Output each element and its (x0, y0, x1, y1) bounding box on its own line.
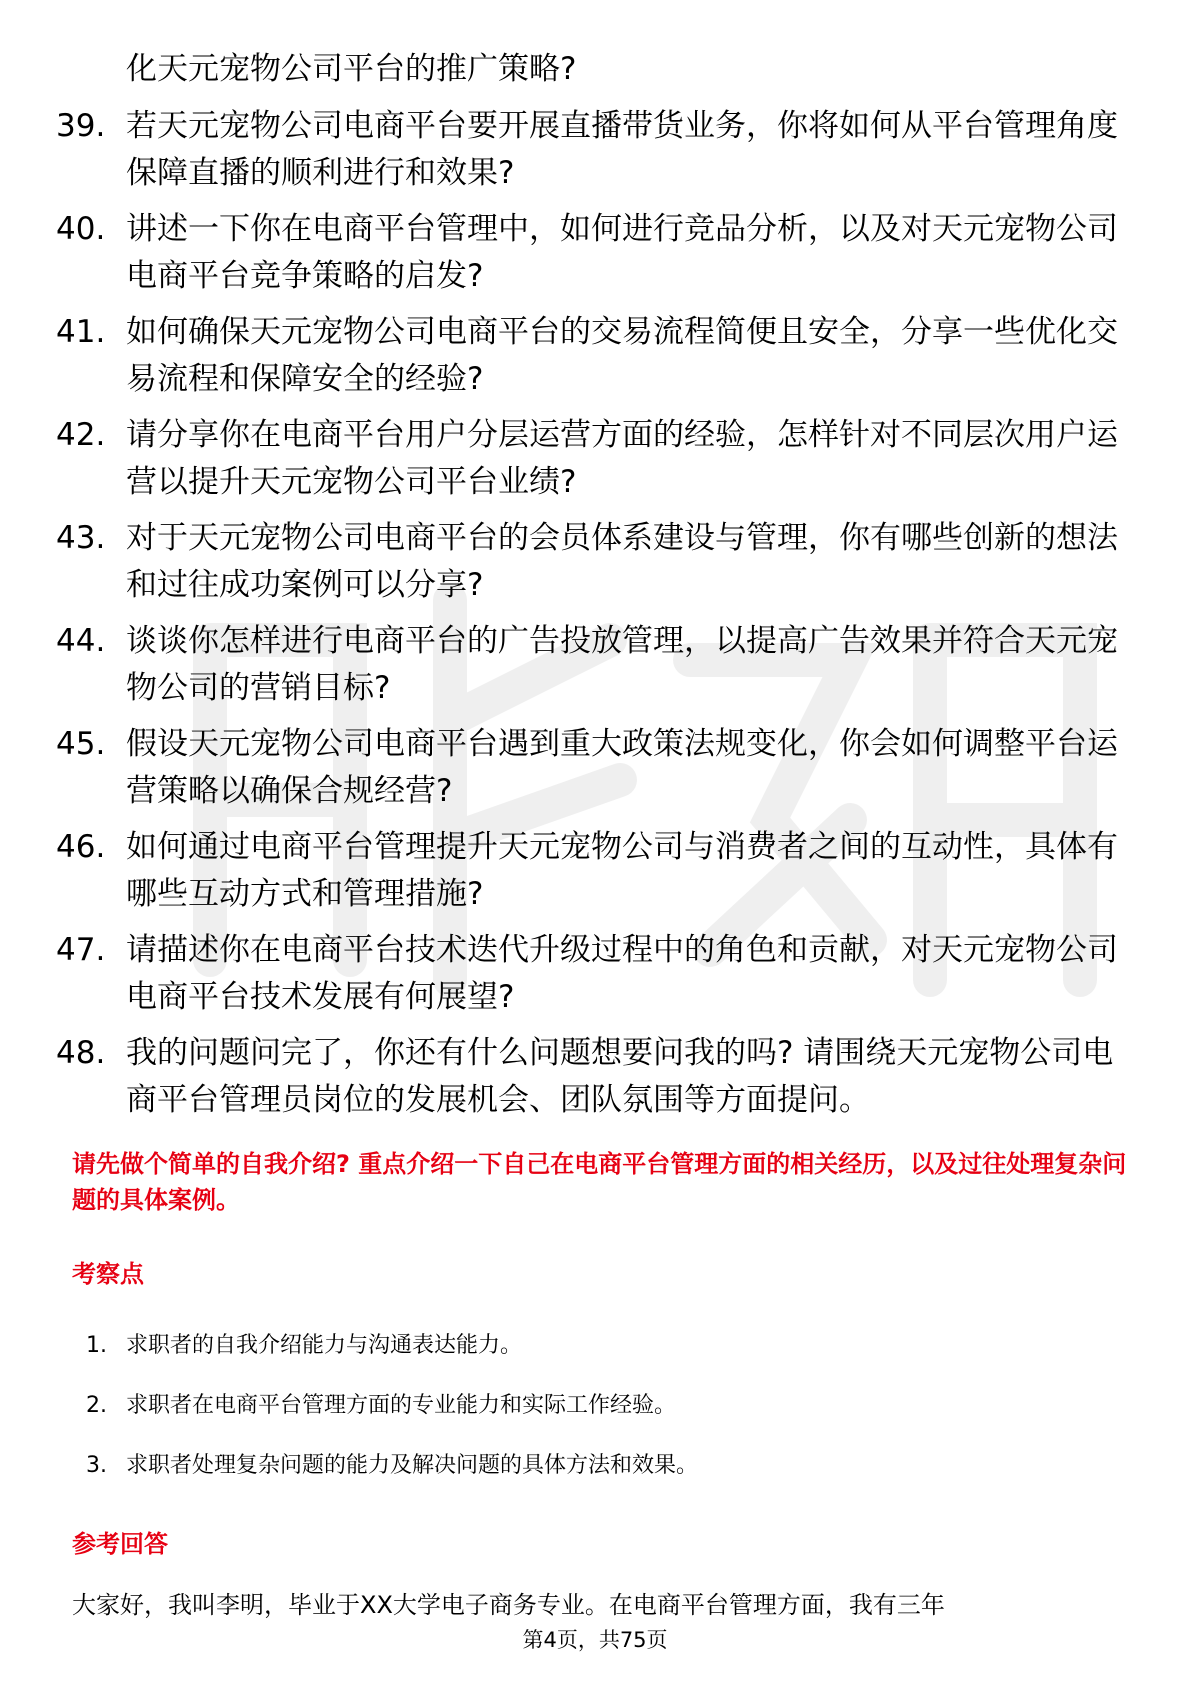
question-number: 42. (56, 417, 106, 453)
point-text: 求职者处理复杂问题的能力及解决问题的具体方法和效果。 (126, 1453, 699, 1478)
list-item (56, 927, 1136, 1021)
question-text: 请分享你在电商平台用户分层运营方面的经验，怎样针对不同层次用户运营以提升天元宠物公司平台业绩? (126, 417, 1118, 500)
list-item (56, 515, 1136, 609)
question-number: 40. (56, 211, 106, 247)
list-item (56, 721, 1136, 815)
point-number: 2. (86, 1393, 107, 1418)
point-text: 求职者的自我介绍能力与沟通表达能力。 (126, 1333, 523, 1358)
question-number: 45. (56, 726, 106, 762)
reference-heading: 参考回答 (72, 1530, 168, 1558)
list-item (56, 824, 1136, 918)
list-item (86, 1330, 1086, 1362)
assessment-heading: 考察点 (72, 1260, 144, 1288)
question-text: 化天元宠物公司平台的推广策略? (126, 51, 577, 87)
question-number: 48. (56, 1035, 106, 1071)
question-number: 43. (56, 520, 106, 556)
list-item (56, 46, 1136, 93)
question-text: 如何确保天元宠物公司电商平台的交易流程简便且安全，分享一些优化交易流程和保障安全的经验? (126, 314, 1118, 397)
question-number: 44. (56, 623, 106, 659)
list-item (56, 206, 1136, 300)
question-list (56, 46, 1136, 1133)
question-number: 39. (56, 108, 106, 144)
question-number: 41. (56, 314, 106, 350)
question-number: 46. (56, 829, 106, 865)
list-item (56, 618, 1136, 712)
list-item (56, 412, 1136, 506)
question-text: 谈谈你怎样进行电商平台的广告投放管理，以提高广告效果并符合天元宠物公司的营销目标? (126, 623, 1118, 706)
assessment-points (86, 1330, 1086, 1510)
question-text: 如何通过电商平台管理提升天元宠物公司与消费者之间的互动性，具体有哪些互动方式和管理措施? (126, 829, 1118, 912)
reference-answer: 大家好，我叫李明，毕业于XX大学电子商务专业。在电商平台管理方面，我有三年 (72, 1591, 945, 1619)
question-text: 请描述你在电商平台技术迭代升级过程中的角色和贡献，对天元宠物公司电商平台技术发展有何展望? (126, 932, 1118, 1015)
question-text: 我的问题问完了，你还有什么问题想要问我的吗? 请围绕天元宠物公司电商平台管理员岗位的发展机会、团队氛围等方面提问。 (126, 1035, 1114, 1118)
point-number: 1. (86, 1333, 107, 1358)
question-text: 对于天元宠物公司电商平台的会员体系建设与管理，你有哪些创新的想法和过往成功案例可以分享? (126, 520, 1118, 603)
list-item (56, 1030, 1136, 1124)
question-text: 假设天元宠物公司电商平台遇到重大政策法规变化，你会如何调整平台运营策略以确保合规经营? (126, 726, 1118, 809)
question-number: 47. (56, 932, 106, 968)
point-text: 求职者在电商平台管理方面的专业能力和实际工作经验。 (126, 1393, 677, 1418)
question-text: 若天元宠物公司电商平台要开展直播带货业务，你将如何从平台管理角度保障直播的顺利进行和效果? (126, 108, 1118, 191)
list-item (56, 103, 1136, 197)
point-number: 3. (86, 1453, 107, 1478)
list-item (86, 1450, 1086, 1482)
intro-question: 请先做个简单的自我介绍? 重点介绍一下自己在电商平台管理方面的相关经历，以及过往处理复杂问题的具体案例。 (72, 1150, 1127, 1214)
list-item (56, 309, 1136, 403)
list-item (86, 1390, 1086, 1422)
page-footer: 第4页，共75页 (522, 1628, 668, 1652)
question-text: 讲述一下你在电商平台管理中，如何进行竞品分析，以及对天元宠物公司电商平台竞争策略的启发? (126, 211, 1118, 294)
